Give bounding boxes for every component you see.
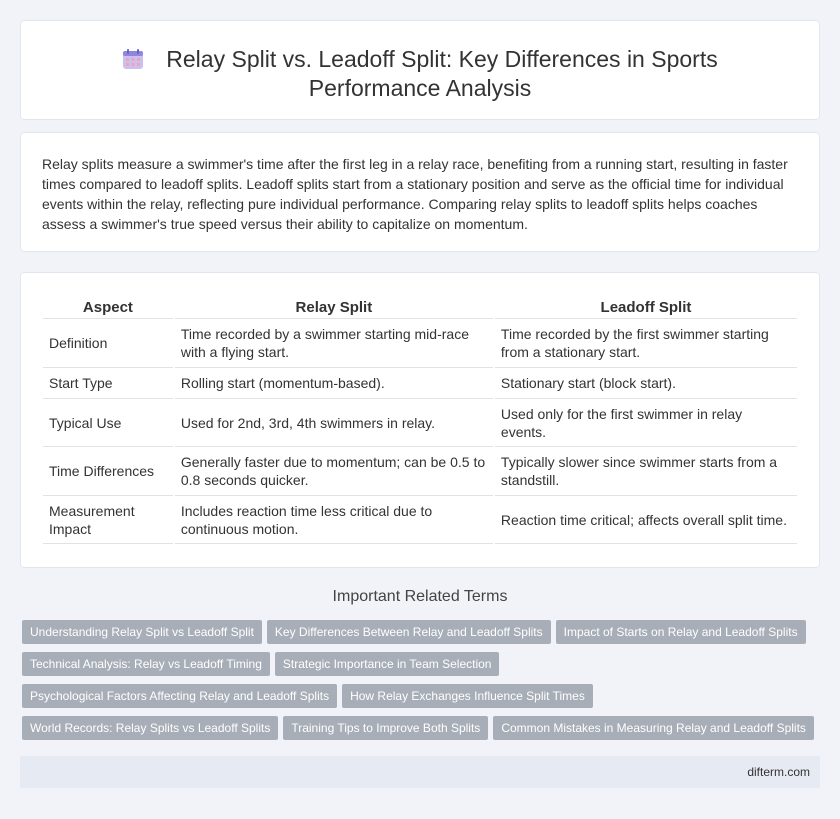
row-aspect: Time Differences [43, 447, 173, 496]
tag-row [22, 684, 822, 716]
table-row [43, 496, 797, 544]
related-terms-heading: Important Related Terms [332, 588, 508, 605]
related-term-tag[interactable]: How Relay Exchanges Influence Split Times [342, 684, 593, 708]
table-row [43, 319, 797, 368]
related-term-tag[interactable]: Impact of Starts on Relay and Leadoff Splits [556, 620, 806, 644]
related-term-tag[interactable]: Strategic Importance in Team Selection [275, 652, 500, 676]
row-aspect: Definition [43, 319, 173, 368]
row-aspect: Measurement Impact [43, 496, 173, 544]
header-leadoff-split: Leadoff Split [495, 295, 797, 319]
comparison-table [41, 295, 799, 544]
page-title [21, 45, 819, 103]
row-leadoff-value: Used only for the first swimmer in relay events. [495, 399, 797, 447]
footer-site-link[interactable]: difterm.com [747, 765, 810, 779]
row-leadoff-value: Reaction time critical; affects overall split time. [495, 496, 797, 544]
related-term-tag[interactable]: Understanding Relay Split vs Leadoff Split [22, 620, 262, 644]
header-relay-split: Relay Split [175, 295, 493, 319]
related-term-tag[interactable]: Psychological Factors Affecting Relay and Leadoff Splits [22, 684, 337, 708]
header-aspect: Aspect [43, 295, 173, 319]
row-aspect: Typical Use [43, 399, 173, 447]
related-term-tag[interactable]: Training Tips to Improve Both Splits [283, 716, 488, 740]
row-relay-value: Includes reaction time less critical due to continuous motion. [175, 496, 493, 544]
related-term-tag[interactable]: Common Mistakes in Measuring Relay and Leadoff Splits [493, 716, 814, 740]
tag-row [22, 620, 822, 652]
row-relay-value: Used for 2nd, 3rd, 4th swimmers in relay. [175, 399, 493, 447]
page-title-text: Relay Split vs. Leadoff Split: Key Differences in Sports Performance Analysis [166, 46, 718, 101]
summary-text: Relay splits measure a swimmer's time after the first leg in a relay race, benefiting from a running start, resulting in faster times compared to leadoff splits. Leadoff splits start from a stationary position and serve as the official time for individual events within the relay, reflecting pure individual performance. Comparing relay splits to leadoff splits helps coaches assess a swimmer's true speed versus their ability to capitalize on momentum. [42, 156, 788, 232]
tag-row [22, 652, 822, 684]
calendar-grid-icon [122, 48, 144, 70]
table-row [43, 447, 797, 496]
table-row [43, 399, 797, 447]
summary-card [20, 132, 820, 252]
related-term-tag[interactable]: Key Differences Between Relay and Leadoff Splits [267, 620, 551, 644]
comparison-card [20, 272, 820, 568]
row-leadoff-value: Stationary start (block start). [495, 368, 797, 399]
row-leadoff-value: Time recorded by the first swimmer starting from a stationary start. [495, 319, 797, 368]
tag-row [22, 716, 822, 748]
row-relay-value: Generally faster due to momentum; can be 0.5 to 0.8 seconds quicker. [175, 447, 493, 496]
related-terms-list [22, 620, 822, 748]
title-card [20, 20, 820, 120]
row-relay-value: Rolling start (momentum-based). [175, 368, 493, 399]
table-row [43, 368, 797, 399]
related-term-tag[interactable]: Technical Analysis: Relay vs Leadoff Timing [22, 652, 270, 676]
row-aspect: Start Type [43, 368, 173, 399]
table-header-row [43, 295, 797, 319]
row-leadoff-value: Typically slower since swimmer starts from a standstill. [495, 447, 797, 496]
row-relay-value: Time recorded by a swimmer starting mid-race with a flying start. [175, 319, 493, 368]
related-term-tag[interactable]: World Records: Relay Splits vs Leadoff Splits [22, 716, 278, 740]
footer [20, 756, 820, 788]
